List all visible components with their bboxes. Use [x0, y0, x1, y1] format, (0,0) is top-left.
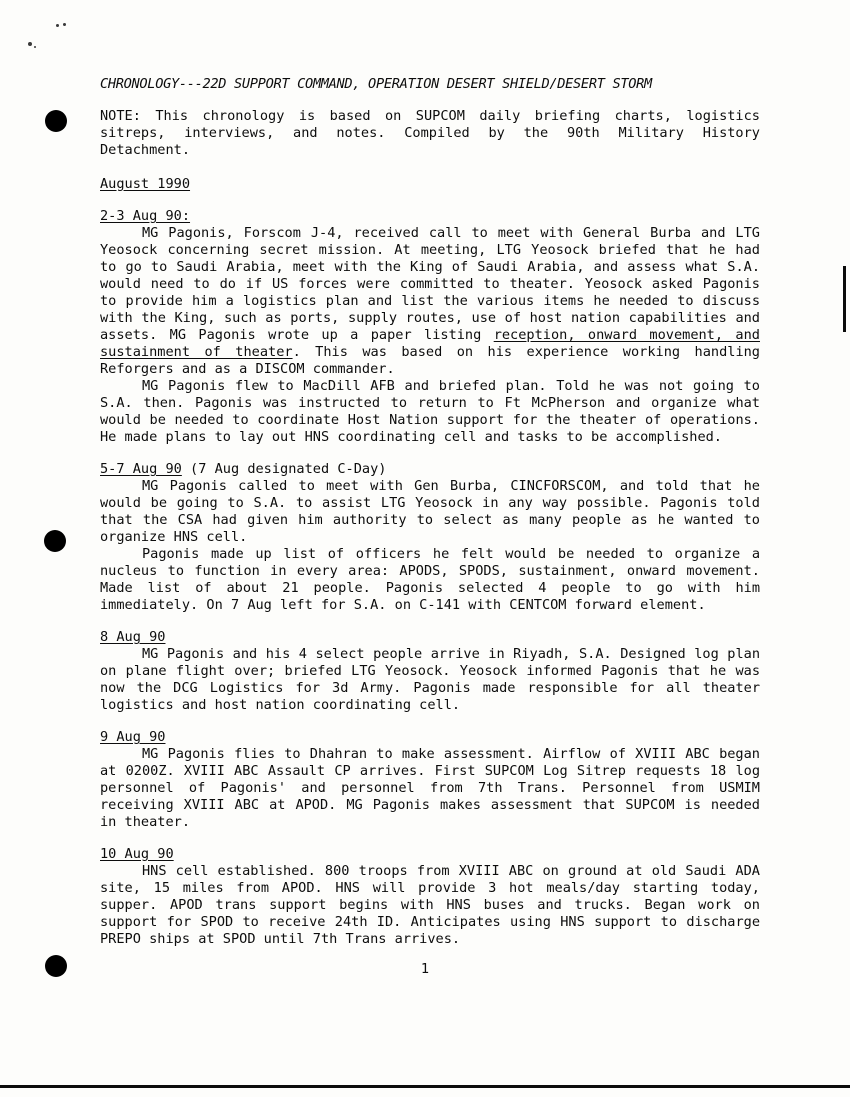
chronology-section	[100, 846, 760, 948]
section-heading	[100, 846, 760, 863]
section-heading	[100, 629, 760, 646]
month-heading	[100, 176, 760, 193]
section-date: 5-7 Aug 90	[100, 461, 182, 477]
scan-artifact	[28, 42, 32, 46]
section-heading	[100, 461, 760, 478]
document-content	[100, 76, 760, 948]
section-heading	[100, 729, 760, 746]
scan-edge-right	[843, 266, 846, 332]
document-title: CHRONOLOGY---22D SUPPORT COMMAND, OPERATION DESERT SHIELD/DESERT STORM	[100, 76, 652, 92]
chronology-section	[100, 208, 760, 446]
section-date: 10 Aug 90	[100, 846, 174, 862]
section-paragraph: MG Pagonis and his 4 select people arrive in Riyadh, S.A. Designed log plan on plane flight over; briefed LTG Yeosock. Yeosock informed Pagonis that he was now the DCG Logistics for 3d Army. Pagonis made responsible for all theater logistics and host nation coordinating cell.	[100, 646, 760, 713]
note-paragraph: NOTE: This chronology is based on SUPCOM daily briefing charts, logistics sitreps, interviews, and notes. Compiled by the 90th Military History Detachment.	[100, 108, 760, 158]
scan-edge-bottom	[0, 1085, 850, 1088]
section-heading	[100, 208, 760, 225]
section-paragraph: HNS cell established. 800 troops from XVIII ABC on ground at old Saudi ADA site, 15 miles from APOD. HNS will provide 3 hot meals/day starting today, supper. APOD trans support begins with HNS buses and trucks. Began work on support for SPOD to receive 24th ID. Anticipates using HNS support to discharge PREPO ships at SPOD until 7th Trans arrives.	[100, 863, 760, 947]
section-paragraph: MG Pagonis called to meet with Gen Burba, CINCFORSCOM, and told that he would be going to S.A. to assist LTG Yeosock in any way possible. Pagonis told that the CSA had given him authority to select as many people as he wanted to organize HNS cell.	[100, 478, 760, 545]
chronology-section	[100, 629, 760, 714]
section-paragraph: MG Pagonis flew to MacDill AFB and briefed plan. Told he was not going to S.A. then. Pagonis was instructed to return to Ft McPherson and organize what would be needed to coordinate Host Nation support for the theater of operations. He made plans to lay out HNS coordinating cell and tasks to be accomplished.	[100, 378, 760, 445]
chronology-section	[100, 729, 760, 831]
section-date: 2-3 Aug 90:	[100, 208, 191, 224]
sections	[100, 208, 760, 948]
underlined-phrase: reception, onward movement, and sustainment of theater	[100, 327, 760, 360]
section-date: 9 Aug 90	[100, 729, 166, 745]
scan-artifact	[56, 24, 59, 27]
page-number: 1	[420, 961, 430, 977]
hole-punch-mark	[45, 110, 67, 132]
month-heading-text: August 1990	[100, 176, 191, 192]
scan-artifact	[63, 23, 66, 26]
chronology-section	[100, 461, 760, 614]
section-paragraph: MG Pagonis, Forscom J-4, received call to meet with General Burba and LTG Yeosock concerning secret mission. At meeting, LTG Yeosock briefed that he had to go to Saudi Arabia, meet with the King of Saudi Arabia, and assess what S.A. would need to do if US forces were committed to theater. Yeosock asked Pagonis to provide him a logistics plan and list the various items he needed to discuss with the King, such as ports, supply routes, use of host nation capabilities and assets. MG Pagonis wrote up a paper listing reception, onward movement, and sustainment of theater. This was based on his experience working handling Reforgers and as a DISCOM commander.	[100, 225, 760, 377]
scan-artifact	[34, 46, 36, 48]
section-paragraph: MG Pagonis flies to Dhahran to make assessment. Airflow of XVIII ABC began at 0200Z. XVIII ABC Assault CP arrives. First SUPCOM Log Sitrep requests 18 log personnel of Pagonis' and personnel from 7th Trans. Personnel from USMIM receiving XVIII ABC at APOD. MG Pagonis makes assessment that SUPCOM is needed in theater.	[100, 746, 760, 830]
hole-punch-mark	[44, 530, 66, 552]
section-date: 8 Aug 90	[100, 629, 166, 645]
section-paragraph: Pagonis made up list of officers he felt would be needed to organize a nucleus to function in every area: APODS, SPODS, sustainment, onward movement. Made list of about 21 people. Pagonis selected 4 people to go with him immediately. On 7 Aug left for S.A. on C-141 with CENTCOM forward element.	[100, 546, 760, 613]
section-date-note: (7 Aug designated C-Day)	[181, 461, 387, 477]
